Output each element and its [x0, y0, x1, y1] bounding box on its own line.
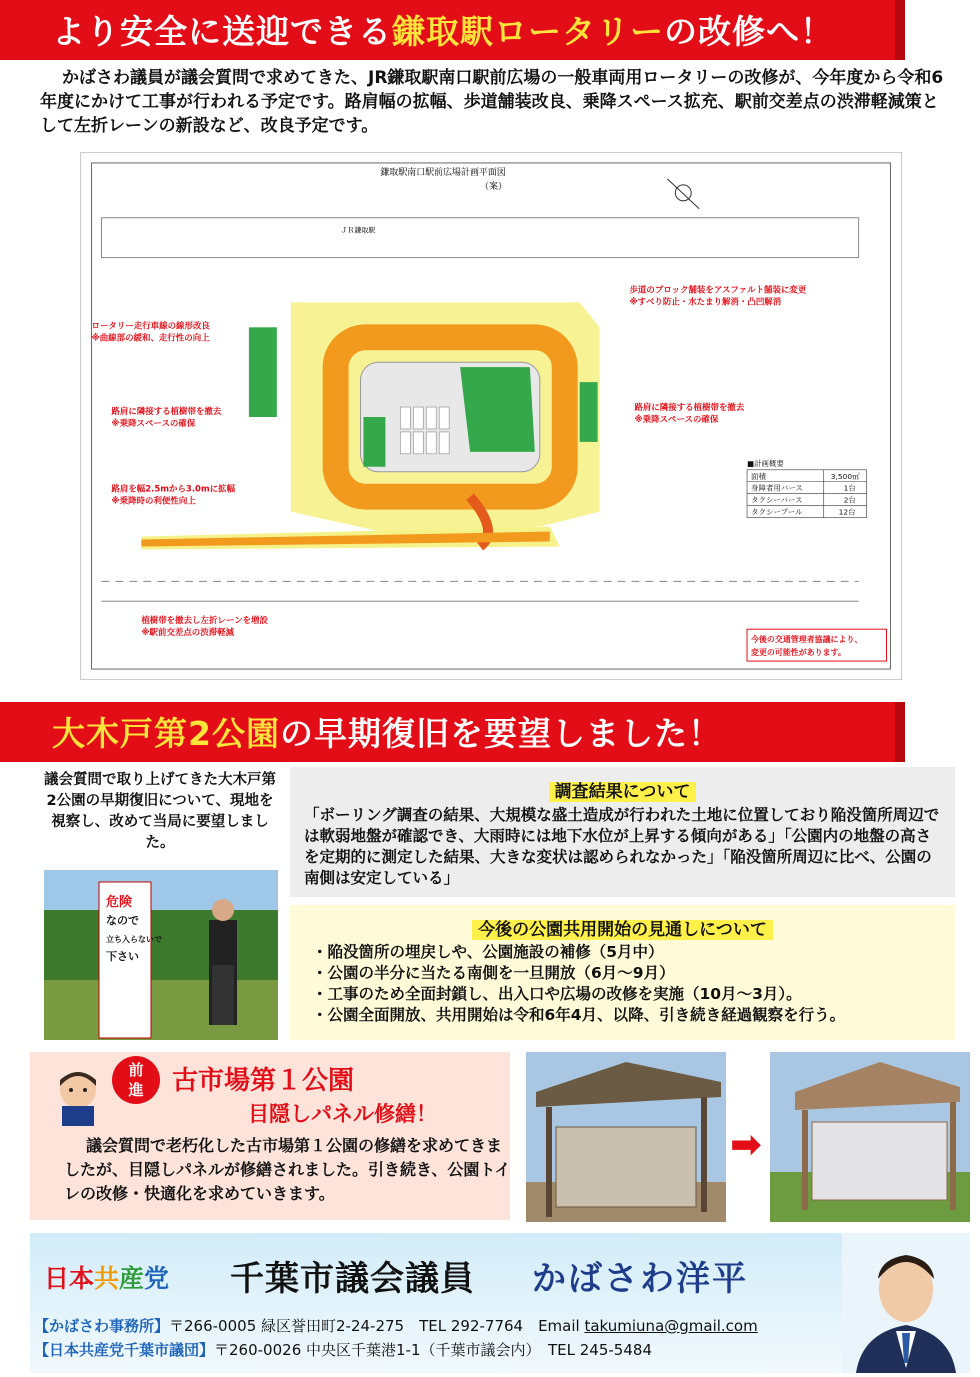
park-name-title: 古市場第１公園	[172, 1066, 355, 1096]
section1-title: より安全に送迎できる鎌取駅ロータリーの改修へ！	[52, 12, 834, 51]
callout-1-line1: ロータリー走行車線の線形改良	[91, 320, 210, 331]
plan-note-line2: 変更の可能性があります。	[751, 648, 846, 658]
repair-text: 議会質問で老朽化した古市場第１公園の修繕を求めてきましたが、目隠しパネルが修繕されました。引き続き、公園トイレの改修・快適化を求めていきます。	[64, 1136, 511, 1203]
survey-results-box	[290, 767, 955, 897]
callout-6-line1: 路肩に隣接する植樹帯を撤去	[634, 402, 745, 413]
councilor-portrait	[842, 1233, 970, 1373]
site-plan-drawing	[80, 152, 902, 680]
callout-6-line2: ※乗降スペースの確保	[634, 413, 719, 424]
summary-row2-val: 1台	[843, 483, 856, 493]
section2-title: 大木戸第2公園の早期復旧を要望しました！	[52, 714, 722, 753]
email-link[interactable]: takumiuna@gmail.com	[584, 1317, 758, 1335]
list-item: ・公園全面開放、共用開始は令和6年4月、以降、引き続き経過観察を行う。	[312, 1006, 846, 1024]
sign-text-1: 危険	[106, 895, 133, 910]
plan-note-line1: 今後の交通管理者協議により、	[751, 635, 863, 645]
section2-banner	[0, 702, 905, 762]
repair-subtitle: 目隠しパネル修繕！	[248, 1102, 437, 1126]
list-item: ・公園の半分に当たる南側を一旦開放（6月～9月）	[312, 964, 675, 982]
list-item: ・工事のため全面封鎖し、出入口や広場の改修を実施（10月～3月）。	[312, 985, 802, 1003]
survey-title: 調査結果について	[549, 782, 697, 802]
callout-2-line1: 路肩に隣接する植樹帯を撤去	[111, 406, 222, 417]
callout-3-line1: 路肩を幅2.5mから3.0mに拡幅	[111, 483, 236, 494]
callout-1-line2: ※曲線部の緩和、走行性の向上	[91, 332, 210, 343]
summary-row4-val: 12台	[838, 507, 856, 517]
section1-intro: かばさわ議員が議会質問で求めてきた、JR鎌取駅南口駅前広場の一般車両用ロータリーの改修が、今年度から令和6年度にかけて工事が行われる予定です。路肩幅の拡幅、歩道舗装改良、乗降スペース拡充、駅前交差点の渋滞軽減策として左折レーンの新設など、改良予定です。	[40, 68, 944, 136]
summary-row3-key: タクシーバース	[751, 495, 803, 505]
callout-4-line2: ※駅前交差点の渋滞軽減	[141, 627, 235, 638]
after-repair-photo	[770, 1052, 970, 1222]
mascot-avatar	[48, 1066, 108, 1126]
callout-3-line2: ※乗降時の利便性向上	[111, 495, 196, 506]
plan-subtitle: （案）	[480, 181, 507, 192]
summary-row2-key: 身障者用バース	[751, 483, 803, 493]
callout-5-line1: 歩道のブロック舗装をアスファルト舗装に変更	[629, 284, 807, 295]
park-visit-text: 議会質問で取り上げてきた大木戸第2公園の早期復旧について、現地を視察し、改めて当局に要望しました。	[44, 772, 276, 851]
summary-title: ■計画概要	[747, 458, 784, 468]
councilor-name: かばさわ洋平	[532, 1259, 748, 1299]
before-repair-photo	[526, 1052, 726, 1222]
outlook-box	[290, 905, 955, 1040]
list-item: ・陥没箇所の埋戻しや、公園施設の補修（5月中）	[312, 943, 664, 961]
office-contact: 【かばさわ事務所】〒266-0005 緑区誉田町2-24-275 TEL 292-7764 Email takumiuna@gmail.com	[34, 1317, 758, 1335]
footer	[30, 1233, 970, 1373]
outlook-title: 今後の公園共用開始の見通しについて	[472, 920, 773, 940]
sign-text-3: 立ち入らないで	[106, 935, 162, 944]
party-name: 日本共産党	[44, 1264, 170, 1293]
sign-text-4: 下さい	[106, 950, 139, 963]
callout-4-line1: 植樹帯を撤去し左折レーンを増設	[141, 615, 268, 626]
outlook-list	[290, 940, 955, 1026]
progress-report-box	[30, 1052, 510, 1220]
station-label: ＪＲ鎌取駅	[340, 226, 376, 235]
group-contact: 【日本共産党千葉市議団】〒260-0026 中央区千葉港1-1（千葉市議会内） TEL 245-5484	[34, 1341, 652, 1359]
arrow-icon: ➡	[730, 1122, 762, 1166]
park-visit-photo	[44, 870, 278, 1040]
survey-text: 「ボーリング調査の結果、大規模な盛土造成が行われた土地に位置しており陥没箇所周辺では軟弱地盤が確認でき、大雨時には地下水位が上昇する傾向がある」「公園内の地盤の高さを定期的に測定した結果、大きな変状は認められなかった」「陥没箇所周辺に比べ、公園の南側は安定している」	[304, 806, 940, 887]
summary-row3-val: 2台	[843, 495, 856, 505]
progress-badge: 前 進	[112, 1056, 160, 1104]
callout-2-line2: ※乗降スペースの確保	[111, 417, 196, 428]
sign-text-2: なので	[106, 914, 139, 927]
summary-row1-key: 面積	[751, 471, 766, 481]
plan-title: 鎌取駅南口駅前広場計画平面図	[380, 167, 506, 178]
summary-row4-key: タクシープール	[751, 507, 803, 517]
section1-banner	[0, 0, 905, 60]
callout-5-line2: ※すべり防止・水たまり解消・凸凹解消	[629, 296, 782, 307]
council-role: 千葉市議会議員	[230, 1259, 475, 1299]
summary-row1-val: 3,500㎡	[830, 471, 860, 481]
